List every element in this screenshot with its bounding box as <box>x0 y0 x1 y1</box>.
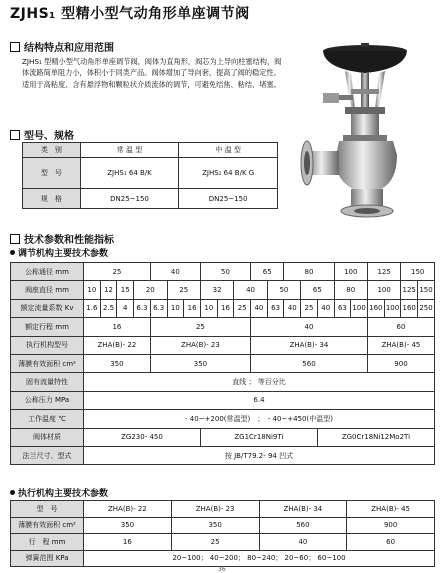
section-model: 型号、规格 <box>10 127 74 142</box>
cell: 10 <box>167 299 184 317</box>
cell: ZHA(B)- 23 <box>150 336 250 354</box>
cell: 10 <box>84 281 101 299</box>
row-label: 公称通径 mm <box>11 263 84 281</box>
page-title: ZJHS₁ 型精小型气动角形单座调节阀 <box>10 6 250 22</box>
cell: 350 <box>171 517 259 534</box>
cell: 6.3 <box>150 299 167 317</box>
intro-paragraph: ZJHS₁ 型精小型气动角形单座调节阀，阀体为直角形，阀芯为上导向柱塞结构，阀体流路简单阻力小，体积小于同类产品。阀体增加了导向套，提高了阀的稳定性。适用于高粘度、含有悬浮物和颗粒状介质流体的调节，可避免结焦、粘结、堵塞。 <box>22 57 282 89</box>
row-label: 法兰尺寸、型式 <box>11 446 84 464</box>
cell: 40 <box>317 299 334 317</box>
row-label-model: 型 号 <box>23 158 81 189</box>
cell: 560 <box>251 354 368 372</box>
cell: ZG230- 450 <box>84 428 201 446</box>
cell: 12 <box>100 281 117 299</box>
cell: 6.3 <box>134 299 151 317</box>
square-bullet-icon <box>10 42 20 52</box>
cell: 65 <box>251 263 284 281</box>
cell: 25 <box>150 318 250 336</box>
square-bullet-icon <box>10 130 20 140</box>
model-medium: ZJHS₁ 64 B/K G <box>179 158 278 189</box>
cell: 16 <box>184 299 201 317</box>
bullet-dot-icon <box>10 490 15 495</box>
cell: 350 <box>84 517 172 534</box>
cell: 350 <box>84 354 151 372</box>
cell: 125 <box>367 263 400 281</box>
cell: 60 <box>367 318 434 336</box>
model-table <box>22 142 278 209</box>
cell: 60 <box>347 534 435 551</box>
cell: 直线 ； 等百分比 <box>84 373 435 391</box>
cell: 160 <box>401 299 418 317</box>
cell: 100 <box>384 299 401 317</box>
row-label: 工作温度 ℃ <box>11 410 84 428</box>
cell: 16 <box>84 534 172 551</box>
row-label: 薄膜有效面积 cm² <box>11 517 84 534</box>
cell: 125 <box>401 281 418 299</box>
cell: 80 <box>334 281 367 299</box>
row-label: 公称压力 MPa <box>11 391 84 409</box>
row-label: 固有流量特性 <box>11 373 84 391</box>
cell: 160 <box>367 299 384 317</box>
section-structure: 结构特点和应用范围 <box>10 39 114 54</box>
header-normal: 常 温 型 <box>80 143 179 158</box>
cell: 20 <box>134 281 167 299</box>
model-normal: ZJHS₁ 64 B/K <box>80 158 179 189</box>
cell: ZG1Cr18Ni9Ti <box>200 428 317 446</box>
subtitle-actuator: 执行机构主要技术参数 <box>10 486 108 499</box>
cell: 15 <box>117 281 134 299</box>
cell: 350 <box>150 354 250 372</box>
tech-table <box>10 262 435 465</box>
spec-medium: DN25~150 <box>179 189 278 209</box>
cell: 2.5 <box>100 299 117 317</box>
cell: 20~100； 40~200； 80~240； 20~60； 60~100 <box>84 550 435 567</box>
cell: - 40~+200(常温型) ； - 40~+450(中温型) <box>84 410 435 428</box>
cell: 6.4 <box>84 391 435 409</box>
bullet-dot-icon <box>10 250 15 255</box>
cell: 16 <box>217 299 234 317</box>
cell: 100 <box>351 299 368 317</box>
row-label: 额定行程 mm <box>11 318 84 336</box>
cell: ZHA(B)- 45 <box>367 336 434 354</box>
cell: 900 <box>347 517 435 534</box>
cell: 40 <box>251 318 368 336</box>
cell: ZHA(B)- 22 <box>84 336 151 354</box>
cell: 100 <box>334 263 367 281</box>
cell: ZHA(B)- 23 <box>171 501 259 518</box>
row-label: 阀座直径 mm <box>11 281 84 299</box>
cell: 900 <box>367 354 434 372</box>
actuator-table <box>10 500 435 567</box>
page-number: 36 <box>218 566 226 573</box>
cell: 40 <box>234 281 267 299</box>
cell: 560 <box>259 517 347 534</box>
cell: ZHA(B)- 34 <box>259 501 347 518</box>
cell: 25 <box>234 299 251 317</box>
cell: 10 <box>200 299 217 317</box>
row-label: 阀体材质 <box>11 428 84 446</box>
row-label: 弹簧范围 KPa <box>11 550 84 567</box>
cell: 65 <box>301 281 334 299</box>
row-label: 薄膜有效面积 cm² <box>11 354 84 372</box>
cell: 25 <box>301 299 318 317</box>
row-label: 型 号 <box>11 501 84 518</box>
cell: 25 <box>84 263 151 281</box>
cell: 1.6 <box>84 299 101 317</box>
cell: 40 <box>284 299 301 317</box>
row-label: 额定流量系数 Kv <box>11 299 84 317</box>
valve-illustration <box>293 43 439 223</box>
cell: 50 <box>200 263 250 281</box>
cell: 40 <box>259 534 347 551</box>
cell: 100 <box>367 281 400 299</box>
square-bullet-icon <box>10 234 20 244</box>
row-label: 执行机构型号 <box>11 336 84 354</box>
cell: 16 <box>84 318 151 336</box>
cell: 63 <box>267 299 284 317</box>
row-label-spec: 规 格 <box>23 189 81 209</box>
cell: 40 <box>150 263 200 281</box>
section-tech: 技术参数和性能指标 <box>10 231 114 246</box>
cell: 按 JB/T79.2- 94 凹式 <box>84 446 435 464</box>
cell: 63 <box>334 299 351 317</box>
cell: 40 <box>251 299 268 317</box>
cell: 80 <box>284 263 334 281</box>
subtitle-regulating: 调节机构主要技术参数 <box>10 246 108 259</box>
cell: 25 <box>167 281 200 299</box>
cell: ZHA(B)- 34 <box>251 336 368 354</box>
header-medium: 中 温 型 <box>179 143 278 158</box>
row-label: 行 程 mm <box>11 534 84 551</box>
cell: 150 <box>418 281 435 299</box>
cell: 4 <box>117 299 134 317</box>
cell: 150 <box>401 263 435 281</box>
header-category: 类 别 <box>23 143 81 158</box>
cell: ZG0Cr18Ni12Mo2Ti <box>317 428 434 446</box>
cell: 32 <box>200 281 233 299</box>
spec-normal: DN25~150 <box>80 189 179 209</box>
cell: 250 <box>418 299 435 317</box>
cell: ZHA(B)- 22 <box>84 501 172 518</box>
cell: 50 <box>267 281 300 299</box>
cell: 25 <box>171 534 259 551</box>
cell: ZHA(B)- 45 <box>347 501 435 518</box>
